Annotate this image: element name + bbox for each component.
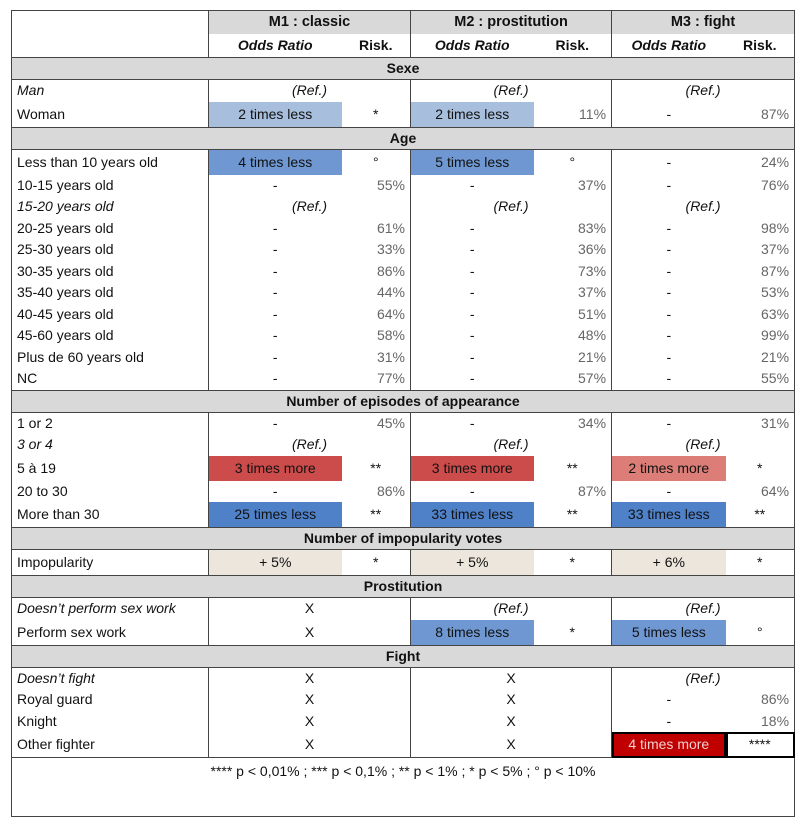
table-row: [12, 620, 795, 646]
not-applicable-cell: X: [209, 667, 411, 689]
row-label: Impopularity: [12, 550, 209, 576]
row-label: 15-20 years old: [12, 196, 209, 218]
risk-cell: 36%: [578, 241, 607, 258]
section-title: Number of impopularity votes: [12, 528, 795, 550]
risk-cell: **: [726, 502, 795, 528]
risk-cell: 55%: [726, 368, 795, 390]
model-header-m2: M2 : prostitution: [411, 11, 612, 35]
table-row: [12, 196, 795, 218]
odds-ratio-cell: -: [411, 325, 534, 347]
odds-ratio-cell: -: [209, 325, 342, 347]
risk-cell: *: [726, 550, 795, 576]
risk-cell: 99%: [726, 325, 795, 347]
row-label: 35-40 years old: [12, 282, 209, 304]
odds-ratio-cell: -: [209, 368, 342, 390]
odds-ratio-cell: 8 times less: [411, 620, 534, 646]
row-label: Royal guard: [12, 689, 209, 711]
row-label: NC: [12, 368, 209, 390]
row-label: Less than 10 years old: [12, 149, 209, 175]
odds-ratio-cell: -: [612, 149, 726, 175]
risk-cell: 58%: [376, 327, 406, 344]
row-label: 10-15 years old: [12, 175, 209, 197]
row-label: Perform sex work: [12, 620, 209, 646]
risk-cell: °: [569, 153, 576, 170]
row-label: 20 to 30: [12, 481, 209, 503]
risk-cell: 44%: [376, 284, 406, 301]
table-row: [12, 218, 795, 240]
section-title: Number of episodes of appearance: [12, 390, 795, 412]
table-row: [12, 304, 795, 326]
table-row: [12, 412, 795, 434]
table-row: [12, 689, 795, 711]
risk-cell: 76%: [726, 175, 795, 197]
model-header-m3: M3 : fight: [612, 11, 795, 35]
row-label: 30-35 years old: [12, 261, 209, 283]
odds-ratio-cell: -: [411, 239, 534, 261]
risk-cell: 55%: [376, 176, 406, 193]
odds-ratio-cell: -: [612, 347, 726, 369]
risk-cell: 64%: [376, 305, 406, 322]
risk-cell: 37%: [578, 176, 607, 193]
risk-cell: 83%: [578, 219, 607, 236]
risk-cell: 87%: [726, 261, 795, 283]
odds-ratio-cell: + 5%: [411, 550, 534, 576]
odds-ratio-cell: 5 times less: [411, 149, 534, 175]
row-label: Knight: [12, 711, 209, 733]
risk-cell: 64%: [726, 481, 795, 503]
row-label: More than 30: [12, 502, 209, 528]
section-title: Fight: [12, 645, 795, 667]
odds-ratio-cell: -: [209, 218, 342, 240]
odds-ratio-cell: -: [209, 304, 342, 326]
ref-cell: (Ref.): [411, 196, 612, 218]
table-row: [12, 667, 795, 689]
table-row: [12, 261, 795, 283]
not-applicable-cell: X: [411, 689, 612, 711]
risk-cell: 37%: [578, 284, 607, 301]
risk-cell: 53%: [726, 282, 795, 304]
odds-ratio-cell: 2 times less: [411, 102, 534, 128]
table-row: [12, 325, 795, 347]
not-applicable-cell: X: [209, 620, 411, 646]
risk-cell: 21%: [578, 348, 607, 365]
row-label: 25-30 years old: [12, 239, 209, 261]
odds-ratio-cell: -: [209, 347, 342, 369]
table-row: [12, 481, 795, 503]
row-label: Doesn’t fight: [12, 667, 209, 689]
section-title: Sexe: [12, 58, 795, 80]
risk-cell: 21%: [726, 347, 795, 369]
risk-cell: 86%: [376, 482, 406, 499]
ref-cell: (Ref.): [209, 434, 411, 456]
odds-ratio-cell: -: [411, 347, 534, 369]
risk-cell: 18%: [726, 711, 795, 733]
table-row: [12, 502, 795, 528]
row-label: Woman: [12, 102, 209, 128]
section-title: Prostitution: [12, 576, 795, 598]
risk-cell: 98%: [726, 218, 795, 240]
risk-cell: ****: [726, 732, 795, 758]
odds-ratio-cell: -: [612, 218, 726, 240]
footnote-row: [12, 758, 795, 785]
ref-cell: (Ref.): [411, 598, 612, 620]
header-blank: [12, 11, 209, 35]
ref-cell: (Ref.): [612, 667, 795, 689]
model-header-m1: M1 : classic: [209, 11, 411, 35]
risk-cell: °: [726, 620, 795, 646]
odds-ratio-cell: 4 times more: [612, 732, 726, 758]
subheader-risk-m3: Risk.: [726, 34, 795, 58]
odds-ratio-cell: -: [411, 218, 534, 240]
not-applicable-cell: X: [411, 732, 612, 758]
risk-cell: 34%: [578, 414, 607, 431]
risk-cell: *: [569, 554, 575, 570]
row-label: 3 or 4: [12, 434, 209, 456]
risk-cell: 11%: [579, 105, 607, 122]
table-row: [12, 711, 795, 733]
row-label: Plus de 60 years old: [12, 347, 209, 369]
odds-ratio-cell: -: [612, 102, 726, 128]
significance-footnote: **** p < 0,01% ; *** p < 0,1% ; ** p < 1% ; * p < 5% ; ° p < 10%: [12, 758, 795, 785]
table-row: [12, 175, 795, 197]
ref-cell: (Ref.): [612, 434, 795, 456]
risk-cell: 45%: [376, 414, 406, 431]
ref-cell: (Ref.): [612, 196, 795, 218]
odds-ratio-cell: + 5%: [209, 550, 342, 576]
odds-ratio-cell: -: [411, 481, 534, 503]
row-label: Other fighter: [12, 732, 209, 758]
table-row: [12, 80, 795, 102]
row-label: Doesn’t perform sex work: [12, 598, 209, 620]
odds-ratio-cell: 4 times less: [209, 149, 342, 175]
risk-cell: **: [566, 506, 578, 522]
risk-cell: 87%: [578, 482, 607, 499]
risk-cell: 33%: [376, 241, 406, 258]
risk-cell: °: [372, 153, 379, 170]
section-header-number-of-episodes-of-appearance: [12, 390, 795, 412]
odds-ratio-cell: 5 times less: [612, 620, 726, 646]
odds-ratio-cell: -: [209, 282, 342, 304]
table-row: [12, 434, 795, 456]
odds-ratio-cell: -: [209, 261, 342, 283]
table-row: [12, 347, 795, 369]
table-row: [12, 550, 795, 576]
odds-ratio-cell: -: [612, 239, 726, 261]
ref-cell: (Ref.): [209, 196, 411, 218]
odds-ratio-table: [11, 10, 795, 817]
row-label: 1 or 2: [12, 412, 209, 434]
risk-cell: 86%: [726, 689, 795, 711]
odds-ratio-cell: -: [612, 481, 726, 503]
risk-cell: 63%: [726, 304, 795, 326]
odds-ratio-cell: -: [411, 282, 534, 304]
odds-ratio-cell: -: [411, 304, 534, 326]
odds-ratio-cell: -: [612, 711, 726, 733]
table-row: [12, 102, 795, 128]
footer-blank-row: [12, 784, 795, 817]
section-header-age: [12, 127, 795, 149]
subheader-risk-m2: Risk.: [534, 34, 612, 58]
table-row: [12, 598, 795, 620]
subheader-row: [12, 34, 795, 58]
table-row: [12, 282, 795, 304]
row-label: 20-25 years old: [12, 218, 209, 240]
section-header-sexe: [12, 58, 795, 80]
risk-cell: 57%: [578, 370, 607, 387]
risk-cell: 61%: [376, 219, 406, 236]
not-applicable-cell: X: [209, 689, 411, 711]
odds-ratio-cell: -: [612, 325, 726, 347]
odds-ratio-cell: -: [411, 412, 534, 434]
ref-cell: (Ref.): [612, 80, 795, 102]
subheader-or-m1: Odds Ratio: [209, 34, 342, 58]
not-applicable-cell: X: [209, 732, 411, 758]
odds-ratio-cell: -: [612, 261, 726, 283]
odds-ratio-cell: -: [209, 175, 342, 197]
ref-cell: (Ref.): [411, 80, 612, 102]
risk-cell: *: [726, 456, 795, 481]
model-header-row: [12, 11, 795, 35]
subheader-blank: [12, 34, 209, 58]
subheader-or-m3: Odds Ratio: [612, 34, 726, 58]
odds-ratio-cell: -: [612, 368, 726, 390]
table-row: [12, 239, 795, 261]
table-row: [12, 732, 795, 758]
odds-ratio-cell: 3 times more: [209, 456, 342, 481]
odds-ratio-cell: -: [209, 412, 342, 434]
risk-cell: 24%: [726, 149, 795, 175]
odds-ratio-cell: 25 times less: [209, 502, 342, 528]
table-row: [12, 149, 795, 175]
subheader-risk-m1: Risk.: [342, 34, 411, 58]
row-label: 45-60 years old: [12, 325, 209, 347]
odds-ratio-cell: -: [411, 175, 534, 197]
row-label: Man: [12, 80, 209, 102]
risk-cell: *: [373, 105, 379, 122]
risk-cell: **: [370, 459, 382, 476]
ref-cell: (Ref.): [612, 598, 795, 620]
not-applicable-cell: X: [209, 598, 411, 620]
risk-cell: **: [566, 459, 578, 476]
subheader-or-m2: Odds Ratio: [411, 34, 534, 58]
odds-ratio-cell: -: [612, 304, 726, 326]
risk-cell: 48%: [578, 327, 607, 344]
risk-cell: 37%: [726, 239, 795, 261]
ref-cell: (Ref.): [411, 434, 612, 456]
risk-cell: 73%: [578, 262, 607, 279]
section-title: Age: [12, 127, 795, 149]
risk-cell: *: [373, 554, 379, 570]
ref-cell: (Ref.): [209, 80, 411, 102]
odds-ratio-cell: -: [612, 689, 726, 711]
odds-ratio-cell: 2 times more: [612, 456, 726, 481]
odds-ratio-cell: 3 times more: [411, 456, 534, 481]
risk-cell: 87%: [726, 102, 795, 128]
odds-ratio-cell: -: [411, 261, 534, 283]
table-row: [12, 456, 795, 481]
not-applicable-cell: X: [209, 711, 411, 733]
risk-cell: 51%: [578, 305, 607, 322]
odds-ratio-cell: 33 times less: [612, 502, 726, 528]
risk-cell: **: [370, 506, 382, 522]
odds-ratio-cell: + 6%: [612, 550, 726, 576]
not-applicable-cell: X: [411, 711, 612, 733]
odds-ratio-cell: 2 times less: [209, 102, 342, 128]
odds-ratio-cell: -: [411, 368, 534, 390]
risk-cell: 31%: [726, 412, 795, 434]
not-applicable-cell: X: [411, 667, 612, 689]
footer-blank: [12, 784, 795, 817]
odds-ratio-cell: -: [612, 412, 726, 434]
risk-cell: 77%: [376, 370, 406, 387]
risk-cell: 86%: [376, 262, 406, 279]
risk-cell: 31%: [376, 348, 406, 365]
odds-ratio-cell: -: [209, 481, 342, 503]
table-row: [12, 368, 795, 390]
section-header-prostitution: [12, 576, 795, 598]
section-header-number-of-impopularity-votes: [12, 528, 795, 550]
odds-ratio-cell: -: [612, 175, 726, 197]
section-header-fight: [12, 645, 795, 667]
row-label: 5 à 19: [12, 456, 209, 481]
odds-ratio-cell: 33 times less: [411, 502, 534, 528]
odds-ratio-cell: -: [612, 282, 726, 304]
risk-cell: *: [569, 623, 575, 640]
odds-ratio-cell: -: [209, 239, 342, 261]
row-label: 40-45 years old: [12, 304, 209, 326]
